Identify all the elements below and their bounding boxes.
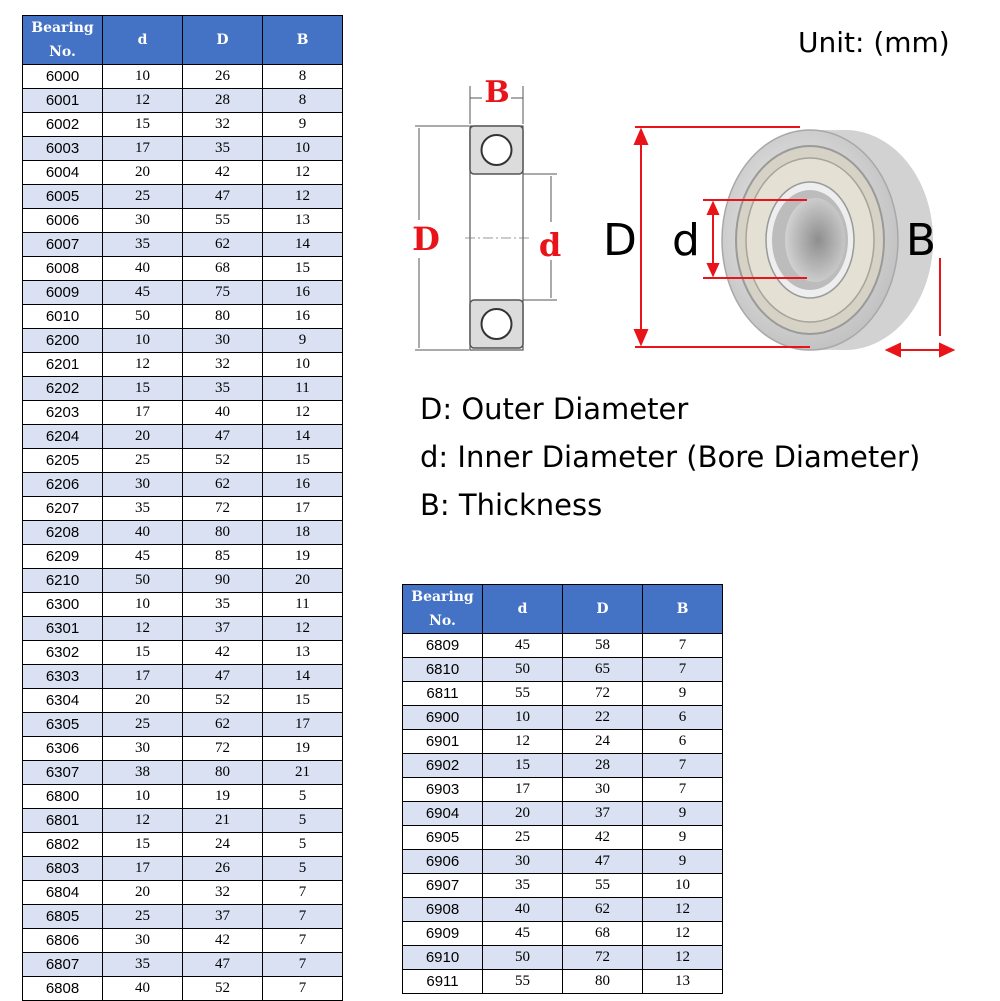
table-row bbox=[403, 922, 723, 946]
header-thickness: B bbox=[263, 16, 343, 65]
cell-inner-diameter: 45 bbox=[483, 634, 563, 658]
cell-thickness: 8 bbox=[263, 89, 343, 113]
table-row bbox=[403, 802, 723, 826]
cell-thickness: 6 bbox=[643, 706, 723, 730]
cell-thickness: 7 bbox=[263, 929, 343, 953]
cell-outer-diameter: 52 bbox=[183, 689, 263, 713]
cell-bearing-no: 6004 bbox=[23, 161, 103, 185]
cell-bearing-no: 6000 bbox=[23, 65, 103, 89]
cell-bearing-no: 6205 bbox=[23, 449, 103, 473]
table-row bbox=[23, 209, 343, 233]
cell-outer-diameter: 24 bbox=[183, 833, 263, 857]
table-row bbox=[403, 946, 723, 970]
bearing-cross-section-diagram bbox=[405, 62, 575, 357]
cell-inner-diameter: 50 bbox=[483, 946, 563, 970]
table-row bbox=[23, 281, 343, 305]
cell-bearing-no: 6807 bbox=[23, 953, 103, 977]
cell-inner-diameter: 30 bbox=[103, 737, 183, 761]
cell-outer-diameter: 90 bbox=[183, 569, 263, 593]
cell-outer-diameter: 47 bbox=[183, 953, 263, 977]
cell-bearing-no: 6909 bbox=[403, 922, 483, 946]
table-row bbox=[23, 857, 343, 881]
cell-bearing-no: 6903 bbox=[403, 778, 483, 802]
cell-bearing-no: 6003 bbox=[23, 137, 103, 161]
cell-inner-diameter: 40 bbox=[103, 977, 183, 1001]
table-row bbox=[23, 305, 343, 329]
table-row bbox=[403, 730, 723, 754]
cell-thickness: 7 bbox=[643, 754, 723, 778]
bearing-spec-table-right bbox=[402, 584, 723, 994]
cell-inner-diameter: 45 bbox=[103, 281, 183, 305]
table-row bbox=[23, 185, 343, 209]
cell-outer-diameter: 22 bbox=[563, 706, 643, 730]
header-inner-diameter: d bbox=[483, 585, 563, 634]
cell-inner-diameter: 15 bbox=[103, 377, 183, 401]
cell-inner-diameter: 10 bbox=[103, 65, 183, 89]
table-row bbox=[23, 545, 343, 569]
cell-bearing-no: 6800 bbox=[23, 785, 103, 809]
cell-bearing-no: 6203 bbox=[23, 401, 103, 425]
cell-bearing-no: 6904 bbox=[403, 802, 483, 826]
cell-bearing-no: 6804 bbox=[23, 881, 103, 905]
cell-outer-diameter: 68 bbox=[183, 257, 263, 281]
table-row bbox=[23, 89, 343, 113]
cell-inner-diameter: 40 bbox=[103, 521, 183, 545]
cell-inner-diameter: 15 bbox=[103, 113, 183, 137]
cell-thickness: 21 bbox=[263, 761, 343, 785]
cell-thickness: 7 bbox=[643, 634, 723, 658]
cell-outer-diameter: 80 bbox=[183, 305, 263, 329]
cell-bearing-no: 6303 bbox=[23, 665, 103, 689]
cell-inner-diameter: 35 bbox=[103, 233, 183, 257]
table-row bbox=[403, 706, 723, 730]
cell-thickness: 18 bbox=[263, 521, 343, 545]
table-row bbox=[403, 826, 723, 850]
cell-bearing-no: 6202 bbox=[23, 377, 103, 401]
cell-outer-diameter: 65 bbox=[563, 658, 643, 682]
table-row bbox=[23, 137, 343, 161]
table-row bbox=[23, 833, 343, 857]
table-row bbox=[23, 929, 343, 953]
cell-bearing-no: 6209 bbox=[23, 545, 103, 569]
cell-thickness: 9 bbox=[643, 682, 723, 706]
label-thickness-b: B bbox=[484, 75, 510, 110]
cell-thickness: 7 bbox=[643, 658, 723, 682]
cell-outer-diameter: 58 bbox=[563, 634, 643, 658]
cell-outer-diameter: 30 bbox=[183, 329, 263, 353]
cell-outer-diameter: 62 bbox=[183, 713, 263, 737]
cell-outer-diameter: 52 bbox=[183, 977, 263, 1001]
cell-inner-diameter: 17 bbox=[483, 778, 563, 802]
unit-label: Unit: (mm) bbox=[798, 26, 950, 59]
cell-outer-diameter: 35 bbox=[183, 377, 263, 401]
cell-bearing-no: 6007 bbox=[23, 233, 103, 257]
table-row bbox=[403, 850, 723, 874]
cell-bearing-no: 6809 bbox=[403, 634, 483, 658]
bearing-spec-table-left bbox=[22, 15, 343, 1001]
cell-thickness: 14 bbox=[263, 233, 343, 257]
cell-bearing-no: 6210 bbox=[23, 569, 103, 593]
cell-inner-diameter: 50 bbox=[103, 569, 183, 593]
table-row bbox=[23, 329, 343, 353]
cell-thickness: 5 bbox=[263, 857, 343, 881]
table-row bbox=[23, 785, 343, 809]
cell-outer-diameter: 19 bbox=[183, 785, 263, 809]
table-row bbox=[403, 754, 723, 778]
photo-label-inner-diameter: d bbox=[672, 215, 700, 266]
table-row bbox=[23, 473, 343, 497]
cell-bearing-no: 6910 bbox=[403, 946, 483, 970]
table-header bbox=[403, 585, 723, 634]
table-row bbox=[23, 881, 343, 905]
table-row bbox=[23, 497, 343, 521]
cell-bearing-no: 6010 bbox=[23, 305, 103, 329]
cell-inner-diameter: 20 bbox=[103, 689, 183, 713]
cell-outer-diameter: 37 bbox=[563, 802, 643, 826]
legend-outer-diameter: D: Outer Diameter bbox=[420, 392, 689, 426]
table-row bbox=[23, 737, 343, 761]
cell-outer-diameter: 28 bbox=[183, 89, 263, 113]
cell-thickness: 6 bbox=[643, 730, 723, 754]
cell-inner-diameter: 50 bbox=[103, 305, 183, 329]
cell-outer-diameter: 28 bbox=[563, 754, 643, 778]
cell-inner-diameter: 17 bbox=[103, 665, 183, 689]
header-outer-diameter: D bbox=[183, 16, 263, 65]
cell-thickness: 14 bbox=[263, 665, 343, 689]
cell-inner-diameter: 38 bbox=[103, 761, 183, 785]
table-row bbox=[23, 65, 343, 89]
cell-bearing-no: 6801 bbox=[23, 809, 103, 833]
cell-thickness: 7 bbox=[263, 977, 343, 1001]
cell-outer-diameter: 52 bbox=[183, 449, 263, 473]
cell-outer-diameter: 55 bbox=[563, 874, 643, 898]
cell-thickness: 11 bbox=[263, 377, 343, 401]
cell-thickness: 15 bbox=[263, 689, 343, 713]
cell-inner-diameter: 35 bbox=[483, 874, 563, 898]
cell-thickness: 13 bbox=[643, 970, 723, 994]
cell-inner-diameter: 12 bbox=[103, 353, 183, 377]
cell-thickness: 5 bbox=[263, 833, 343, 857]
cell-outer-diameter: 37 bbox=[183, 905, 263, 929]
table-row bbox=[403, 898, 723, 922]
cell-thickness: 17 bbox=[263, 497, 343, 521]
cell-thickness: 20 bbox=[263, 569, 343, 593]
cell-bearing-no: 6206 bbox=[23, 473, 103, 497]
table-body bbox=[403, 634, 723, 994]
bearing-photo-illustration bbox=[595, 118, 965, 368]
cell-bearing-no: 6002 bbox=[23, 113, 103, 137]
cell-thickness: 9 bbox=[263, 329, 343, 353]
cell-inner-diameter: 35 bbox=[103, 497, 183, 521]
cell-inner-diameter: 10 bbox=[103, 593, 183, 617]
cell-bearing-no: 6901 bbox=[403, 730, 483, 754]
table-row bbox=[23, 233, 343, 257]
photo-label-outer-diameter: D bbox=[603, 215, 637, 266]
cell-inner-diameter: 17 bbox=[103, 401, 183, 425]
cell-inner-diameter: 12 bbox=[103, 809, 183, 833]
cell-bearing-no: 6201 bbox=[23, 353, 103, 377]
cell-outer-diameter: 80 bbox=[563, 970, 643, 994]
cell-inner-diameter: 30 bbox=[103, 209, 183, 233]
cell-outer-diameter: 40 bbox=[183, 401, 263, 425]
cell-thickness: 10 bbox=[263, 353, 343, 377]
cell-inner-diameter: 25 bbox=[103, 905, 183, 929]
cell-thickness: 9 bbox=[643, 826, 723, 850]
table-row bbox=[23, 617, 343, 641]
cell-thickness: 7 bbox=[643, 778, 723, 802]
cell-thickness: 8 bbox=[263, 65, 343, 89]
cell-inner-diameter: 10 bbox=[103, 329, 183, 353]
cell-outer-diameter: 32 bbox=[183, 113, 263, 137]
cell-bearing-no: 6204 bbox=[23, 425, 103, 449]
cell-thickness: 5 bbox=[263, 785, 343, 809]
cell-outer-diameter: 62 bbox=[183, 473, 263, 497]
cell-bearing-no: 6306 bbox=[23, 737, 103, 761]
cell-outer-diameter: 24 bbox=[563, 730, 643, 754]
cell-outer-diameter: 62 bbox=[183, 233, 263, 257]
cell-inner-diameter: 55 bbox=[483, 970, 563, 994]
cell-bearing-no: 6208 bbox=[23, 521, 103, 545]
cell-bearing-no: 6906 bbox=[403, 850, 483, 874]
table-row bbox=[23, 665, 343, 689]
cell-bearing-no: 6207 bbox=[23, 497, 103, 521]
cell-outer-diameter: 47 bbox=[183, 665, 263, 689]
cell-inner-diameter: 20 bbox=[483, 802, 563, 826]
table-row bbox=[403, 778, 723, 802]
table-row bbox=[403, 634, 723, 658]
cell-inner-diameter: 45 bbox=[103, 545, 183, 569]
cell-outer-diameter: 42 bbox=[183, 161, 263, 185]
table-row bbox=[23, 977, 343, 1001]
cell-bearing-no: 6307 bbox=[23, 761, 103, 785]
cell-inner-diameter: 17 bbox=[103, 857, 183, 881]
cell-bearing-no: 6005 bbox=[23, 185, 103, 209]
cell-inner-diameter: 55 bbox=[483, 682, 563, 706]
cell-thickness: 19 bbox=[263, 545, 343, 569]
cell-inner-diameter: 30 bbox=[103, 473, 183, 497]
cell-outer-diameter: 32 bbox=[183, 881, 263, 905]
cell-thickness: 14 bbox=[263, 425, 343, 449]
table-header bbox=[23, 16, 343, 65]
cell-thickness: 13 bbox=[263, 209, 343, 233]
cell-inner-diameter: 45 bbox=[483, 922, 563, 946]
cell-outer-diameter: 35 bbox=[183, 137, 263, 161]
cell-thickness: 12 bbox=[263, 185, 343, 209]
cell-bearing-no: 6802 bbox=[23, 833, 103, 857]
cell-inner-diameter: 25 bbox=[103, 713, 183, 737]
table-body bbox=[23, 65, 343, 1001]
cell-thickness: 12 bbox=[643, 922, 723, 946]
photo-label-thickness: B bbox=[905, 215, 937, 266]
table-row bbox=[23, 905, 343, 929]
table-row bbox=[23, 713, 343, 737]
cell-bearing-no: 6009 bbox=[23, 281, 103, 305]
cell-bearing-no: 6300 bbox=[23, 593, 103, 617]
cell-thickness: 16 bbox=[263, 473, 343, 497]
cell-outer-diameter: 21 bbox=[183, 809, 263, 833]
cell-outer-diameter: 62 bbox=[563, 898, 643, 922]
table-row bbox=[403, 658, 723, 682]
cell-thickness: 10 bbox=[643, 874, 723, 898]
cross-section-outline bbox=[465, 126, 530, 350]
cell-thickness: 9 bbox=[643, 850, 723, 874]
cell-outer-diameter: 55 bbox=[183, 209, 263, 233]
table-row bbox=[403, 682, 723, 706]
cell-bearing-no: 6808 bbox=[23, 977, 103, 1001]
cell-bearing-no: 6905 bbox=[403, 826, 483, 850]
cell-outer-diameter: 80 bbox=[183, 761, 263, 785]
cell-inner-diameter: 40 bbox=[103, 257, 183, 281]
cell-bearing-no: 6907 bbox=[403, 874, 483, 898]
cell-outer-diameter: 26 bbox=[183, 65, 263, 89]
cell-thickness: 7 bbox=[263, 953, 343, 977]
table-row bbox=[23, 257, 343, 281]
table-row bbox=[403, 970, 723, 994]
table-row bbox=[23, 377, 343, 401]
cell-inner-diameter: 17 bbox=[103, 137, 183, 161]
header-outer-diameter: D bbox=[563, 585, 643, 634]
cell-outer-diameter: 85 bbox=[183, 545, 263, 569]
cell-bearing-no: 6304 bbox=[23, 689, 103, 713]
cell-bearing-no: 6200 bbox=[23, 329, 103, 353]
cell-thickness: 12 bbox=[263, 401, 343, 425]
table-row bbox=[23, 521, 343, 545]
table-row bbox=[403, 874, 723, 898]
cell-bearing-no: 6811 bbox=[403, 682, 483, 706]
table-row bbox=[23, 593, 343, 617]
table-row bbox=[23, 113, 343, 137]
cell-inner-diameter: 12 bbox=[103, 89, 183, 113]
cell-outer-diameter: 72 bbox=[563, 682, 643, 706]
cell-thickness: 15 bbox=[263, 449, 343, 473]
cell-inner-diameter: 12 bbox=[483, 730, 563, 754]
cell-thickness: 9 bbox=[263, 113, 343, 137]
cell-thickness: 7 bbox=[263, 905, 343, 929]
cell-thickness: 11 bbox=[263, 593, 343, 617]
cell-outer-diameter: 30 bbox=[563, 778, 643, 802]
cell-inner-diameter: 35 bbox=[103, 953, 183, 977]
cell-outer-diameter: 32 bbox=[183, 353, 263, 377]
cell-thickness: 19 bbox=[263, 737, 343, 761]
cell-inner-diameter: 40 bbox=[483, 898, 563, 922]
table-row bbox=[23, 689, 343, 713]
cell-thickness: 15 bbox=[263, 257, 343, 281]
cell-thickness: 12 bbox=[263, 161, 343, 185]
cell-inner-diameter: 25 bbox=[103, 185, 183, 209]
table-row bbox=[23, 401, 343, 425]
cell-bearing-no: 6305 bbox=[23, 713, 103, 737]
legend-inner-diameter: d: Inner Diameter (Bore Diameter) bbox=[420, 440, 921, 474]
cell-outer-diameter: 37 bbox=[183, 617, 263, 641]
cell-outer-diameter: 72 bbox=[183, 497, 263, 521]
cell-outer-diameter: 75 bbox=[183, 281, 263, 305]
cell-inner-diameter: 15 bbox=[483, 754, 563, 778]
legend-thickness: B: Thickness bbox=[420, 488, 603, 522]
cell-inner-diameter: 25 bbox=[483, 826, 563, 850]
cell-bearing-no: 6006 bbox=[23, 209, 103, 233]
cell-thickness: 5 bbox=[263, 809, 343, 833]
cell-thickness: 12 bbox=[643, 946, 723, 970]
cell-outer-diameter: 26 bbox=[183, 857, 263, 881]
cell-bearing-no: 6900 bbox=[403, 706, 483, 730]
table-row bbox=[23, 161, 343, 185]
cell-thickness: 16 bbox=[263, 305, 343, 329]
cell-inner-diameter: 10 bbox=[483, 706, 563, 730]
cell-thickness: 12 bbox=[643, 898, 723, 922]
table-row bbox=[23, 761, 343, 785]
cell-thickness: 13 bbox=[263, 641, 343, 665]
cell-outer-diameter: 47 bbox=[563, 850, 643, 874]
label-outer-diameter-d: D bbox=[412, 220, 440, 258]
cell-bearing-no: 6805 bbox=[23, 905, 103, 929]
cell-inner-diameter: 30 bbox=[103, 929, 183, 953]
cell-thickness: 12 bbox=[263, 617, 343, 641]
cell-inner-diameter: 25 bbox=[103, 449, 183, 473]
cell-outer-diameter: 42 bbox=[183, 929, 263, 953]
cell-bearing-no: 6902 bbox=[403, 754, 483, 778]
header-bearing-no: Bearing No. bbox=[403, 585, 483, 634]
cell-bearing-no: 6301 bbox=[23, 617, 103, 641]
cell-inner-diameter: 20 bbox=[103, 881, 183, 905]
cell-inner-diameter: 15 bbox=[103, 641, 183, 665]
cell-bearing-no: 6806 bbox=[23, 929, 103, 953]
cell-thickness: 10 bbox=[263, 137, 343, 161]
table-row bbox=[23, 569, 343, 593]
cell-outer-diameter: 47 bbox=[183, 185, 263, 209]
cell-inner-diameter: 20 bbox=[103, 425, 183, 449]
cell-outer-diameter: 72 bbox=[183, 737, 263, 761]
cell-thickness: 16 bbox=[263, 281, 343, 305]
label-inner-diameter-d: d bbox=[538, 226, 562, 264]
cell-outer-diameter: 47 bbox=[183, 425, 263, 449]
cell-bearing-no: 6008 bbox=[23, 257, 103, 281]
cell-inner-diameter: 20 bbox=[103, 161, 183, 185]
cell-bearing-no: 6302 bbox=[23, 641, 103, 665]
cell-outer-diameter: 35 bbox=[183, 593, 263, 617]
cell-inner-diameter: 30 bbox=[483, 850, 563, 874]
bearing-body bbox=[722, 130, 933, 350]
cell-bearing-no: 6908 bbox=[403, 898, 483, 922]
cell-outer-diameter: 80 bbox=[183, 521, 263, 545]
cell-bearing-no: 6001 bbox=[23, 89, 103, 113]
cell-bearing-no: 6803 bbox=[23, 857, 103, 881]
cell-outer-diameter: 42 bbox=[563, 826, 643, 850]
table-row bbox=[23, 449, 343, 473]
cell-inner-diameter: 12 bbox=[103, 617, 183, 641]
header-bearing-no: Bearing No. bbox=[23, 16, 103, 65]
table-row bbox=[23, 353, 343, 377]
table-row bbox=[23, 809, 343, 833]
cell-thickness: 17 bbox=[263, 713, 343, 737]
header-thickness: B bbox=[643, 585, 723, 634]
cell-outer-diameter: 42 bbox=[183, 641, 263, 665]
cell-inner-diameter: 50 bbox=[483, 658, 563, 682]
cell-inner-diameter: 10 bbox=[103, 785, 183, 809]
cell-bearing-no: 6911 bbox=[403, 970, 483, 994]
cell-thickness: 9 bbox=[643, 802, 723, 826]
table-row bbox=[23, 953, 343, 977]
table-row bbox=[23, 425, 343, 449]
cell-outer-diameter: 68 bbox=[563, 922, 643, 946]
cell-thickness: 7 bbox=[263, 881, 343, 905]
header-inner-diameter: d bbox=[103, 16, 183, 65]
cell-inner-diameter: 15 bbox=[103, 833, 183, 857]
table-row bbox=[23, 641, 343, 665]
cell-bearing-no: 6810 bbox=[403, 658, 483, 682]
cell-outer-diameter: 72 bbox=[563, 946, 643, 970]
